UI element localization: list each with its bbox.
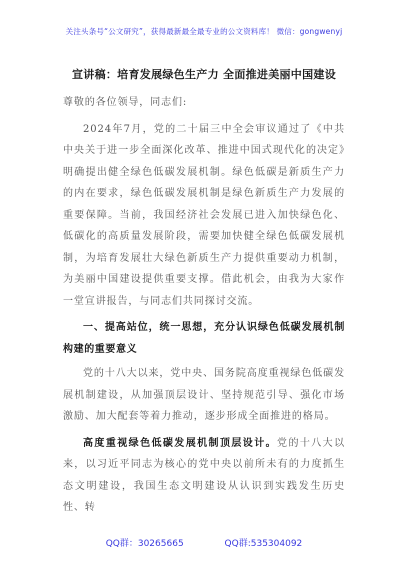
section-heading: 一、提高站位，统一思想，充分认识绿色低碳发展机制构建的重要意义	[63, 322, 345, 355]
paragraph-text: 党的十八大以来，以习近平同志为核心的党中央以前所未有的力度抓生态文明建设，我国生态文明建设从认识到实践发生历史性、转	[63, 437, 345, 513]
footer-qq-group-1: QQ群：30265665	[105, 539, 184, 549]
paragraph: 2024年7月，党的二十届三中全会审议通过了《中共中央关于进一步全面深化改革、推进中国式现代化的决定》明确提出健全绿色低碳发展机制。绿色低碳是新质生产力的内在要求，绿色低碳发展机制是绿色新质生产力发展的重要保障。当前，我国经济社会发展已进入加快绿色化、低碳化的高质量发展阶段，需要加快健全绿色低碳发展机制，为培育发展壮大绿色新质生产力提供重要动力机制，为美丽中国建设提供重要支撑。借此机会，由我为大家作一堂宣讲报告，与同志们共同探讨交流。	[63, 123, 345, 307]
footer	[0, 536, 408, 549]
document-body	[63, 92, 345, 524]
paragraph-lead: 高度重视绿色低碳发展机制顶层设计。	[83, 437, 278, 449]
paragraph	[63, 433, 345, 519]
document-title: 宣讲稿：培育发展绿色生产力 全面推进美丽中国建设	[71, 68, 337, 81]
footer-qq-group-2: QQ群:535304092	[224, 539, 303, 549]
paragraph: 党的十八大以来，党中央、国务院高度重视绿色低碳发展机制建设，从加强顶层设计、坚持规范引导、强化市场激励、加大配套等着力推动，逐步形成全面推进的格局。	[63, 368, 345, 422]
salutation: 尊敬的各位领导，同志们:	[63, 97, 188, 108]
header-note: 关注头条号“公文研究”，获得最新最全最专业的公文资料库！ 微信：gongwenyj	[65, 27, 343, 36]
